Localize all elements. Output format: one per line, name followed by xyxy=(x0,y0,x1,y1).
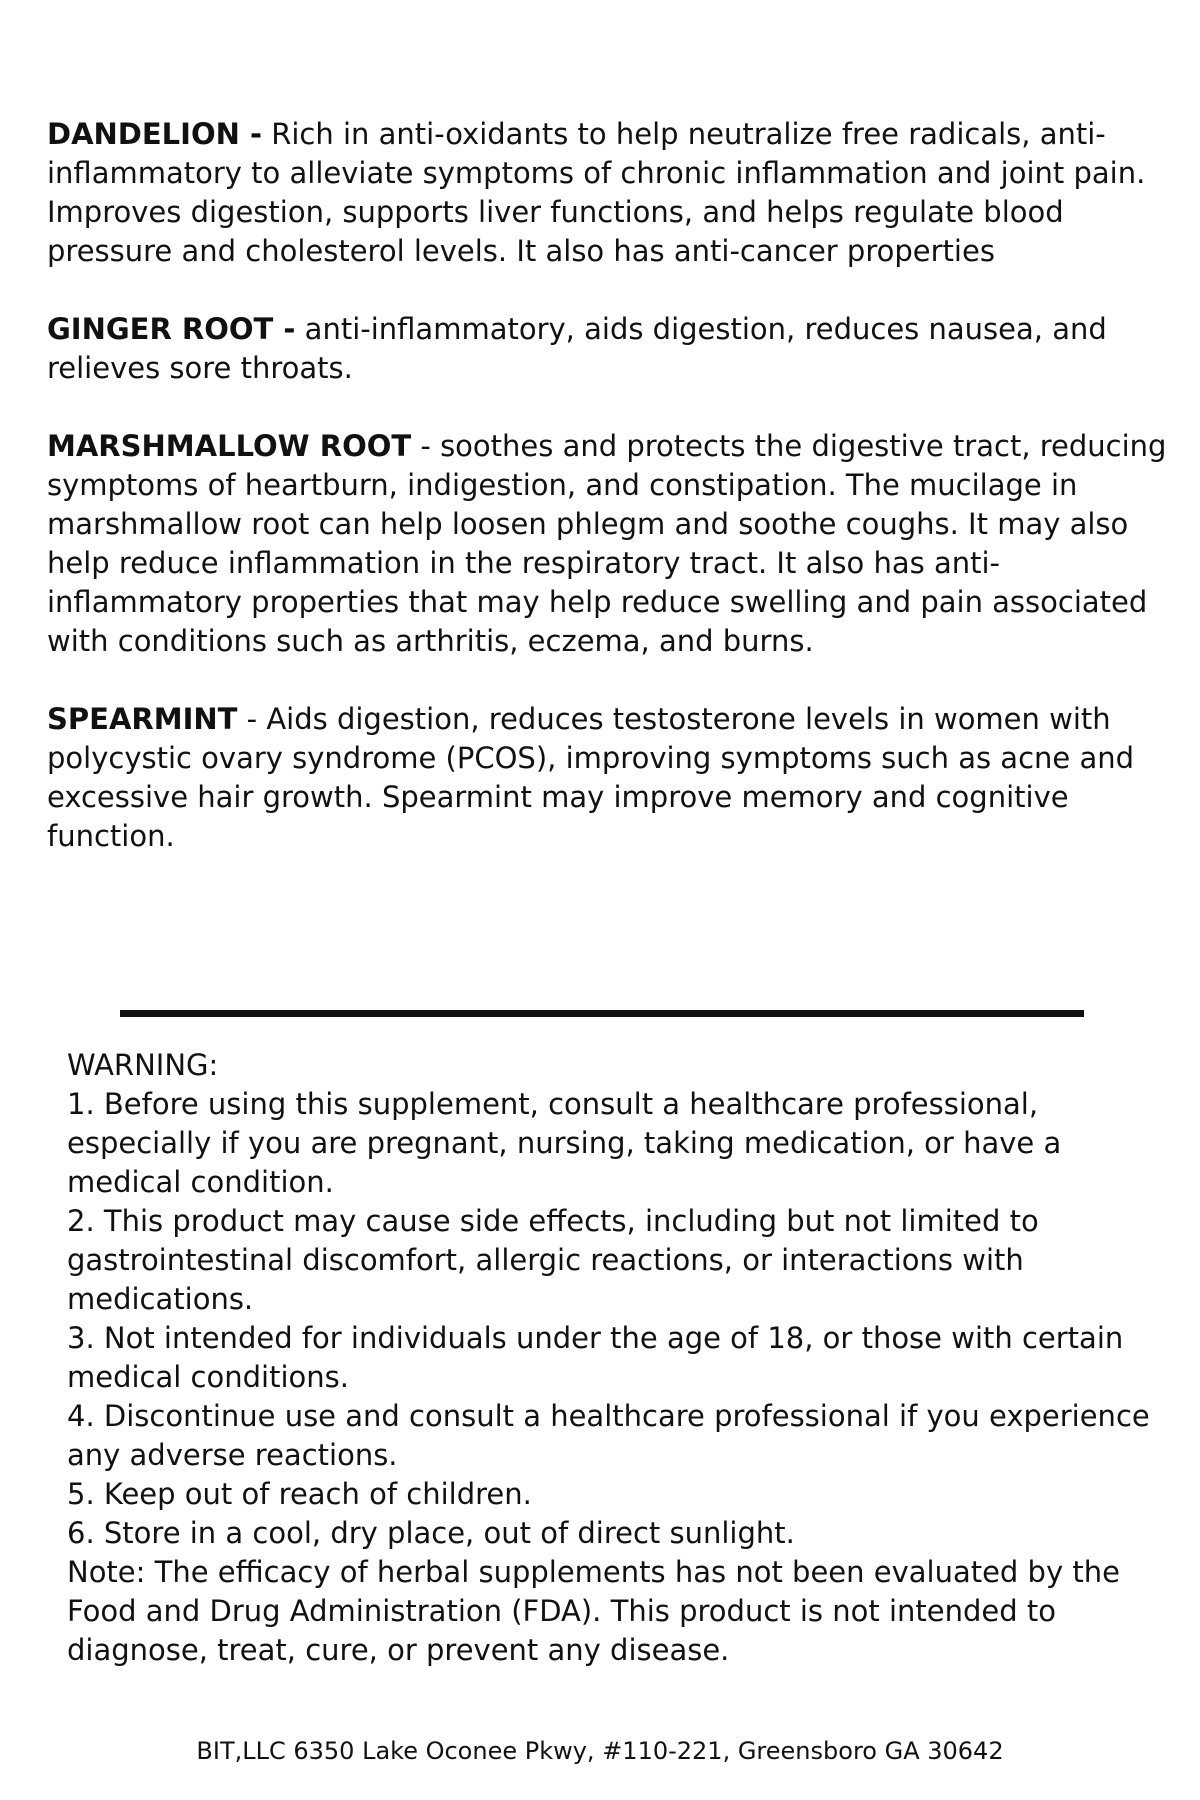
company-address: BIT,LLC 6350 Lake Oconee Pkwy, #110-221, Greensboro GA 30642 xyxy=(196,1737,1004,1765)
herb-description: Rich in anti-oxidants to help neutralize free radicals, anti-inflammatory to alleviate symptoms of chronic inflammation and joint pain. Improves digestion, supports liver functions, and helps regulate blood pressure and cholesterol levels. It also has anti-cancer properties xyxy=(47,117,1146,268)
herb-description: anti-inflammatory, aids digestion, reduces nausea, and relieves sore throats. xyxy=(47,312,1107,385)
herb-name: DANDELION - xyxy=(47,117,262,151)
herb-descriptions xyxy=(47,115,1167,895)
herb-description: - Aids digestion, reduces testosterone levels in women with polycystic ovary syndrome (PCOS), improving symptoms such as acne and excessive hair growth. Spearmint may improve memory and cognitive function. xyxy=(47,702,1135,853)
herb-spearmint xyxy=(47,700,1167,856)
warning-item: 5. Keep out of reach of children. xyxy=(67,1477,532,1511)
warning-item: 4. Discontinue use and consult a healthcare professional if you experience any adverse reactions. xyxy=(67,1399,1150,1472)
herb-description: - soothes and protects the digestive tract, reducing symptoms of heartburn, indigestion, and constipation. The mucilage in marshmallow root can help loosen phlegm and soothe coughs. It may also help reduce inflammation in the respiratory tract. It also has anti-inflammatory properties that may help reduce swelling and pain associated with conditions such as arthritis, eczema, and burns. xyxy=(47,429,1167,658)
herb-dandelion xyxy=(47,115,1167,271)
warning-item: 3. Not intended for individuals under the age of 18, or those with certain medical conditions. xyxy=(67,1321,1124,1394)
warning-item: 6. Store in a cool, dry place, out of direct sunlight. xyxy=(67,1516,795,1550)
herb-name: MARSHMALLOW ROOT xyxy=(47,429,412,463)
herb-name: SPEARMINT xyxy=(47,702,238,736)
warning-note: Note: The efficacy of herbal supplements has not been evaluated by the Food and Drug Administration (FDA). This product is not intended to diagnose, treat, cure, or prevent any disease. xyxy=(67,1555,1120,1667)
warning-section xyxy=(67,1046,1177,1670)
warning-item: 2. This product may cause side effects, including but not limited to gastrointestinal discomfort, allergic reactions, or interactions with medications. xyxy=(67,1204,1039,1316)
warning-title: WARNING: xyxy=(67,1048,219,1082)
herb-name: GINGER ROOT - xyxy=(47,312,296,346)
section-divider xyxy=(120,1010,1084,1017)
herb-ginger-root xyxy=(47,310,1167,388)
warning-item: 1. Before using this supplement, consult a healthcare professional, especially if you are pregnant, nursing, taking medication, or have a medical condition. xyxy=(67,1087,1062,1199)
herb-marshmallow-root xyxy=(47,427,1167,661)
